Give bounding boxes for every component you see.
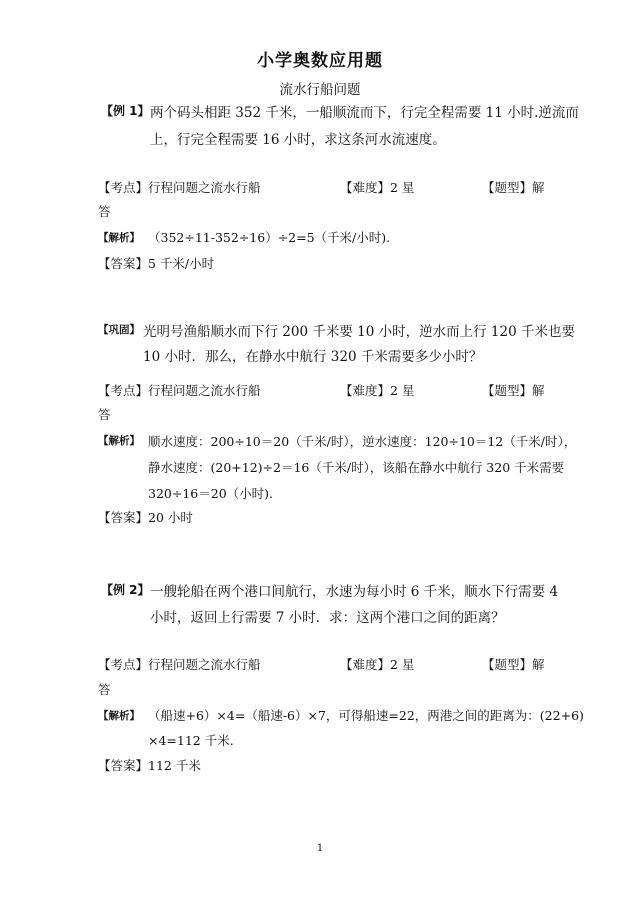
example-1-jiexi-tag: 【解析】 <box>98 232 140 244</box>
example-1-daan: 5 千米/小时 <box>148 256 215 271</box>
gonggu-question-line-1: 光明号渔船顺水而下行 200 千米要 10 小时，逆水而上行 120 千米也要 <box>143 324 575 340</box>
example-2-question-line-2: 小时，返回上行需要 7 小时．求：这两个港口之间的距离？ <box>150 610 505 626</box>
page-number: 1 <box>316 843 324 854</box>
example-2-daan-tag: 【答案】 <box>98 758 149 773</box>
example-1-nandu: 【难度】2 星 <box>340 180 415 195</box>
example-2-tixing: 【题型】解 <box>482 657 545 672</box>
gonggu-daan: 20 小时 <box>148 510 193 525</box>
example-1-jiexi: （352÷11-352÷16）÷2=5（千米/小时). <box>148 230 391 245</box>
example-1-kaodian: 【考点】行程问题之流水行船 <box>98 180 261 195</box>
gonggu-daan-tag: 【答案】 <box>98 510 149 525</box>
gonggu-tag: 【巩固】 <box>98 324 140 336</box>
example-2-kaodian: 【考点】行程问题之流水行船 <box>98 657 261 672</box>
example-2-daan: 112 千米 <box>148 758 201 773</box>
gonggu-jiexi-line-1: 顺水速度：200÷10＝20（千米/时），逆水速度：120÷10＝12（千米/时）， <box>148 434 577 449</box>
example-2-nandu: 【难度】2 星 <box>340 657 415 672</box>
example-2-tag: 【例 2】 <box>101 583 150 597</box>
gonggu-tixing: 【题型】解 <box>482 383 545 398</box>
gonggu-question-line-2: 10 小时．那么，在静水中航行 320 千米需要多少小时？ <box>143 349 483 365</box>
example-2-jiexi-tag: 【解析】 <box>98 710 140 722</box>
example-1-question-line-1: 两个码头相距 352 千米，一船顺流而下，行完全程需要 11 小时.逆流而 <box>150 105 579 121</box>
gonggu-jiexi-line-2: 静水速度：(20+12)÷2＝16（千米/时），该船在静水中航行 320 千米需要 <box>148 460 565 475</box>
page-title: 小学奥数应用题 <box>257 51 383 71</box>
example-1-daan-tag: 【答案】 <box>98 256 149 271</box>
example-1-tixing-cont: 答 <box>98 204 111 219</box>
example-1-tixing: 【题型】解 <box>482 180 545 195</box>
example-2-question-line-1: 一艘轮船在两个港口间航行，水速为每小时 6 千米，顺水下行需要 4 <box>150 584 559 600</box>
example-1-tag: 【例 1】 <box>101 104 150 118</box>
example-1-question-line-2: 上，行完全程需要 16 小时，求这条河水流速度。 <box>150 132 446 148</box>
example-2-tixing-cont: 答 <box>98 682 111 697</box>
page-subtitle: 流水行船问题 <box>279 82 361 98</box>
gonggu-kaodian: 【考点】行程问题之流水行船 <box>98 383 261 398</box>
example-2-jiexi-line-2: ×4=112 千米. <box>148 733 234 748</box>
gonggu-jiexi-tag: 【解析】 <box>98 435 140 447</box>
example-2-jiexi-line-1: （船速+6）×4=（船速-6）×7，可得船速=22，两港之间的距离为：(22+6) <box>148 708 584 723</box>
gonggu-nandu: 【难度】2 星 <box>340 383 415 398</box>
gonggu-jiexi-line-3: 320÷16＝20（小时). <box>148 486 273 501</box>
gonggu-tixing-cont: 答 <box>98 407 111 422</box>
